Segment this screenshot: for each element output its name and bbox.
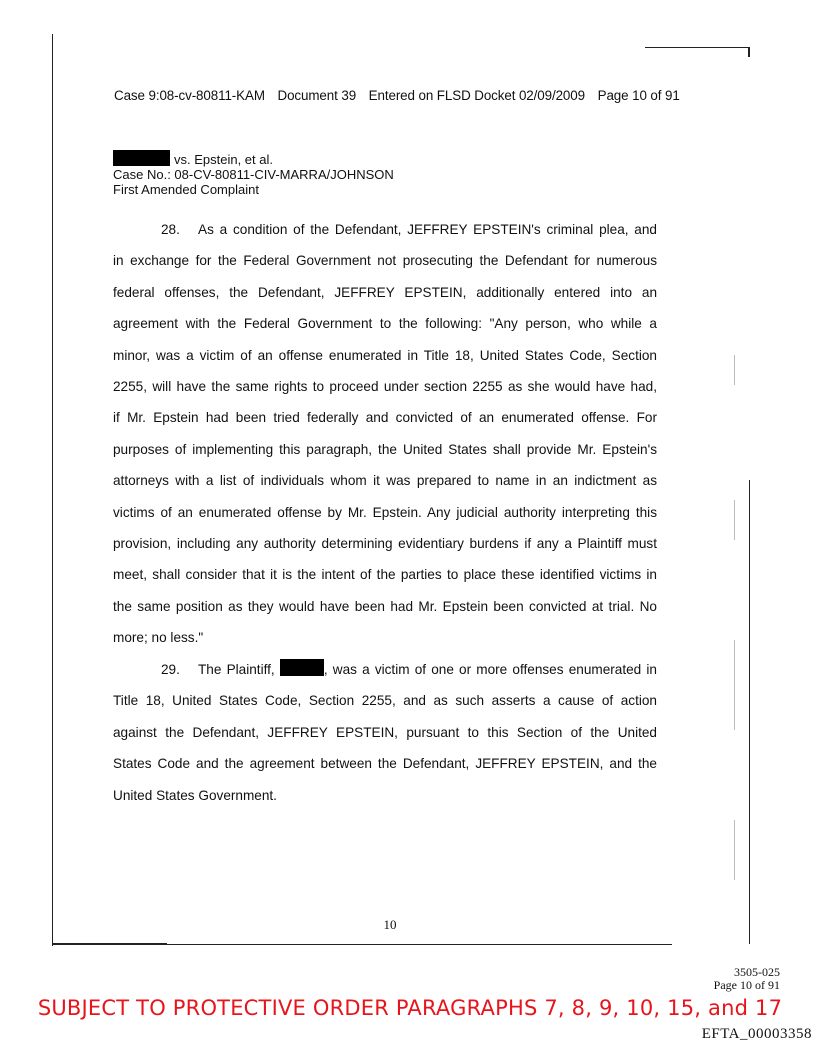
paragraph-line: 29. The Plaintiff, , was a victim of one or more offenses enumerated in [113, 654, 657, 685]
caption-title-suffix: vs. Epstein, et al. [174, 152, 273, 167]
paragraph-line: attorneys with a list of individuals whom it was prepared to name in an indictment as [113, 473, 657, 489]
paragraph-line: against the Defendant, JEFFREY EPSTEIN, pursuant to this Section of the United [113, 724, 657, 740]
header-case: Case 9:08-cv-80811-KAM [114, 88, 265, 103]
scan-left-border [52, 34, 53, 946]
paragraph-line: the same position as they would have been had Mr. Epstein been convicted at trial. No [113, 598, 657, 614]
paragraph-number: 29. [161, 662, 180, 677]
header-document: Document 39 [277, 88, 357, 103]
header-page: Page 10 of 91 [597, 88, 680, 103]
header-entered: Entered on FLSD Docket 02/09/2009 [368, 88, 585, 103]
paragraph-line: States Code and the agreement between the Defendant, JEFFREY EPSTEIN, and the [113, 756, 657, 772]
paragraph-line: more; no less." [113, 630, 204, 646]
paragraph-29 [113, 654, 657, 811]
scan-speck [734, 640, 735, 730]
paragraph-line: minor, was a victim of an offense enumerated in Title 18, United States Code, Section [113, 347, 657, 363]
efta-document-id: EFTA_00003358 [701, 1026, 812, 1042]
caption-pleading: First Amended Complaint [113, 182, 259, 197]
redaction-box [113, 150, 170, 166]
scan-top-right-tick [748, 47, 750, 57]
bates-number: 3505-025 [734, 965, 780, 979]
paragraph-line: in exchange for the Federal Government not prosecuting the Defendant for numerous [113, 253, 657, 269]
protective-order-notice: SUBJECT TO PROTECTIVE ORDER PARAGRAPHS 7, 8, 9, 10, 15, and 17 [37, 996, 783, 1020]
paragraph-line: Title 18, United States Code, Section 2255, and as such asserts a cause of action [113, 693, 657, 709]
paragraph-line: provision, including any authority determining evidentiary burdens if any a Plaintiff must [113, 536, 657, 552]
caption-case-no: Case No.: 08-CV-80811-CIV-MARRA/JOHNSON [113, 167, 394, 182]
paragraph-line: 2255, will have the same rights to proceed under section 2255 as she would have had, [113, 379, 657, 395]
scan-speck [734, 355, 735, 385]
paragraph-line: if Mr. Epstein had been tried federally and convicted of an enumerated offense. For [113, 410, 657, 426]
paragraph-line: victims of an enumerated offense by Mr. Epstein. Any judicial authority interpreting this [113, 504, 657, 520]
paragraph-line: purposes of implementing this paragraph, the United States shall provide Mr. Epstein's [113, 441, 657, 457]
scan-speck [734, 820, 735, 880]
bates-page: Page 10 of 91 [713, 978, 780, 992]
paragraph-line: meet, shall consider that it is the intent of the parties to place these identified victims in [113, 567, 657, 583]
case-caption [113, 150, 394, 197]
scan-speck [734, 500, 735, 540]
scan-bottom-thick-segment [52, 943, 167, 945]
docket-header [114, 88, 680, 103]
paragraph-line: agreement with the Federal Government to the following: "Any person, who while a [113, 316, 657, 332]
paragraph-line: United States Government. [113, 787, 277, 803]
paragraph-line: federal offenses, the Defendant, JEFFREY EPSTEIN, additionally entered into an [113, 284, 657, 300]
page-number: 10 [383, 917, 397, 932]
bates-stamp [714, 966, 780, 992]
caption-title [113, 150, 394, 167]
paragraph-number: 28. [161, 222, 180, 237]
scan-top-right-border [645, 47, 749, 48]
paragraph-28 [113, 214, 657, 654]
paragraph-line: 28. As a condition of the Defendant, JEFFREY EPSTEIN's criminal plea, and [113, 214, 657, 245]
redaction-box [280, 659, 324, 676]
scan-right-border [749, 480, 750, 944]
